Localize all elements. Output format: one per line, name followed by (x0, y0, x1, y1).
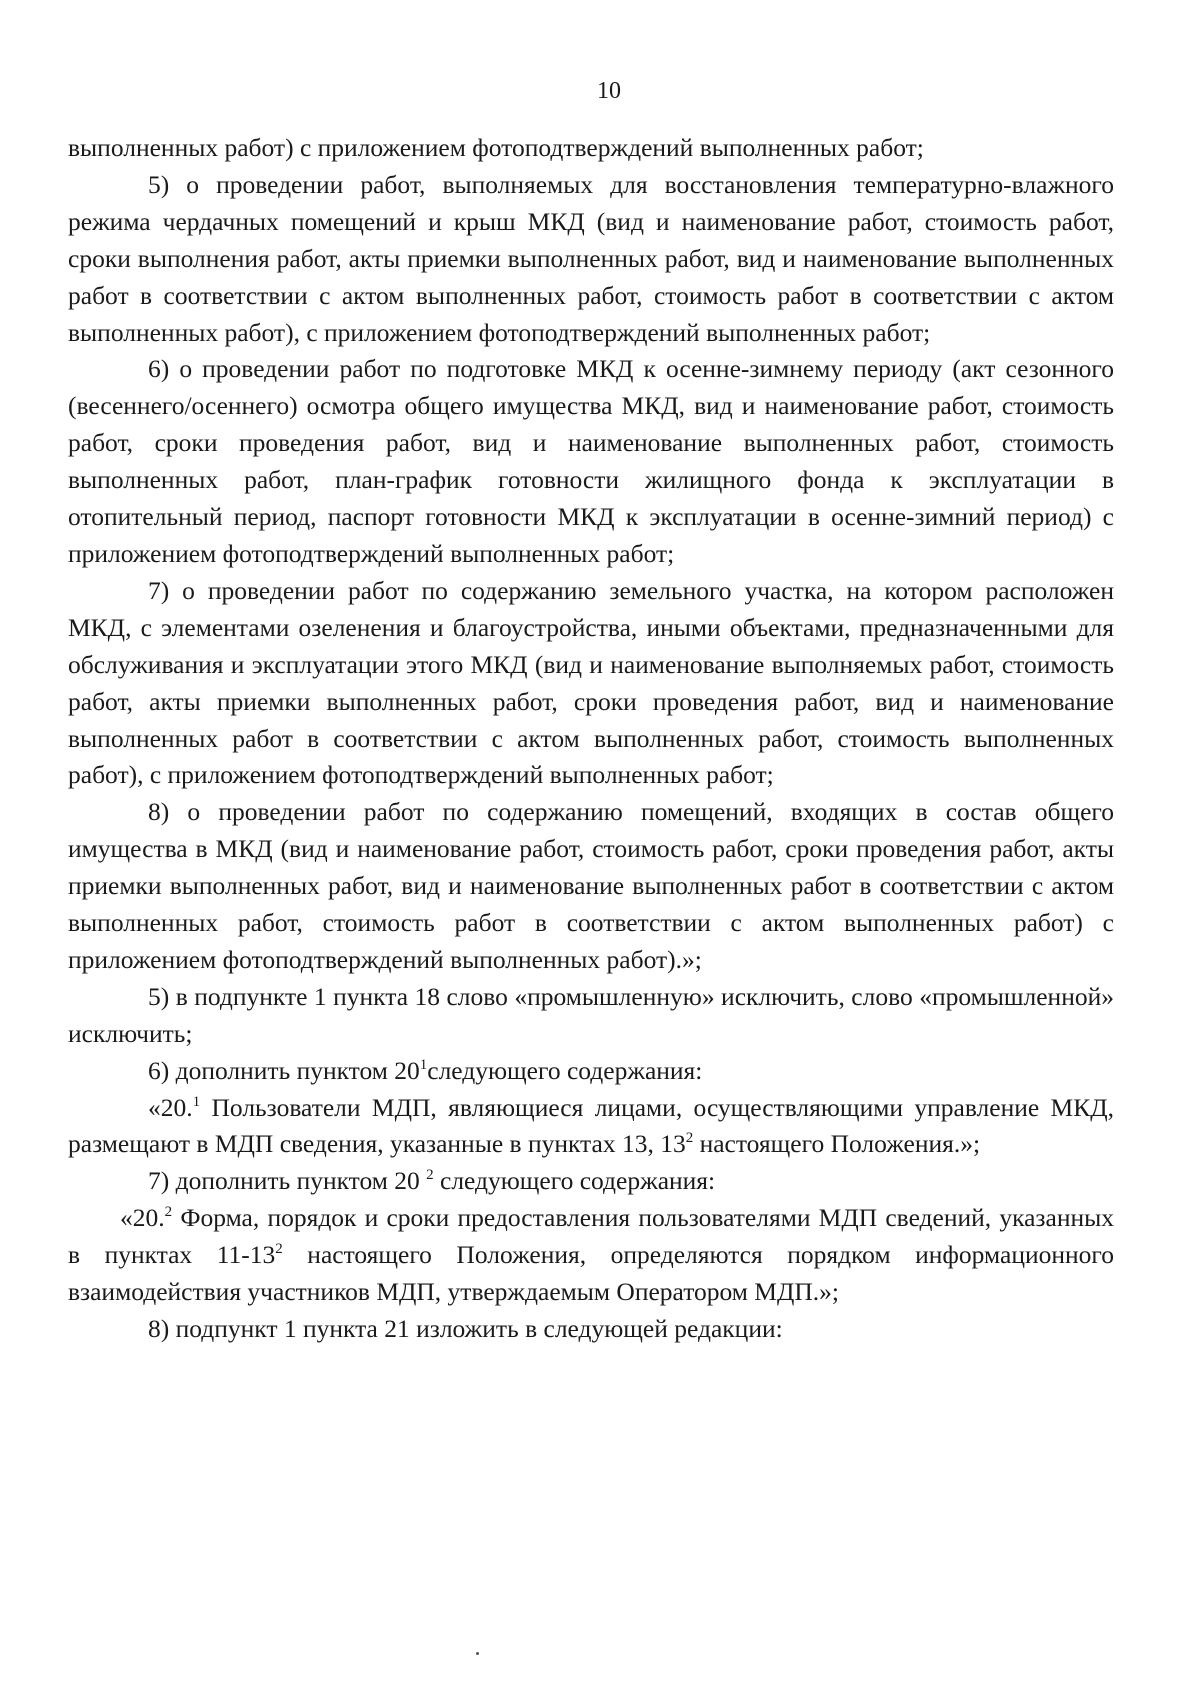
clause-20-2-number: «20. (120, 1203, 165, 1233)
superscript: 2 (685, 1130, 694, 1147)
paragraph-item-5-attic-works: 5) о проведении работ, выполняемых для восстановления температурно-влажного режима чердачных помещений и крыш МКД (вид и наименование работ, стоимость работ, сроки выполнения работ, акты приемки выполненных работ, вид и наименование выполненных работ в соответствии с актом выполненных работ, стоимость работ в соответствии с актом выполненных работ), с приложением фотоподтверждений выполненных работ; (68, 169, 1114, 347)
paragraph-amendment-7 (68, 1163, 1114, 1200)
clause-20-2-text: Форма, порядок и сроки предоставления пользователями МДП сведений, указанных в пунктах 11-13 (68, 1203, 1114, 1270)
paragraph-clause-20-1 (68, 1090, 1114, 1164)
page-number: 10 (597, 78, 621, 104)
paragraph-clause-20-2 (68, 1200, 1114, 1311)
scan-speck (476, 1652, 479, 1655)
amendment-6-tail: следующего содержания: (427, 1055, 703, 1085)
amendment-7-text: 7) дополнить пунктом 20 (148, 1166, 427, 1196)
clause-20-2-tail: настоящего Положения, определяются порядком информационного взаимодействия участников МДП, утверждаемым Оператором МДП.»; (68, 1240, 1114, 1307)
superscript: 1 (192, 1093, 201, 1110)
paragraph-item-8-common-premises: 8) о проведении работ по содержанию помещений, входящих в состав общего имущества в МКД (вид и наименование работ, стоимость работ, сроки проведения работ, акты приемки выполненных работ, вид и наименование выполненных работ в соответствии с актом выполненных работ, стоимость работ в соответствии с актом выполненных работ) с приложением фотоподтверждений выполненных работ).»; (68, 797, 1114, 974)
paragraph-amendment-6 (68, 1053, 1114, 1090)
clause-20-1-tail: настоящего Положения.»; (693, 1129, 981, 1159)
clause-20-1-number: «20. (148, 1092, 193, 1122)
paragraph-item-7-land-plot: 7) о проведении работ по содержанию земельного участка, на котором расположен МКД, с элементами озеленения и благоустройства, иными объектами, предназначенными для обслуживания и эксплуатации этого МКД (вид и наименование выполняемых работ, стоимость работ, акты приемки выполненных работ, сроки проведения работ, вид и наименование выполненных работ в соответствии с актом выполненных работ, стоимость выполненных работ), с приложением фотоподтверждений выполненных работ; (68, 575, 1114, 790)
superscript: 2 (275, 1241, 283, 1258)
paragraph-item-6-winter-preparation: 6) о проведении работ по подготовке МКД к осенне-зимнему периоду (акт сезонного (весеннего/осеннего) осмотра общего имущества МКД, вид и наименование работ, стоимость работ, сроки проведения работ, вид и наименование выполненных работ, стоимость выполненных работ, план-график готовности жилищного фонда к эксплуатации в отопительный период, паспорт готовности МКД к эксплуатации в осенне-зимний период) с приложением фотоподтверждений выполненных работ; (68, 354, 1114, 568)
amendment-7-tail: следующего содержания: (433, 1166, 716, 1196)
clause-20-1-text: Пользователи МДП, являющиеся лицами, осуществляющими управление МКД, размещают в МДП сведения, указанные в пунктах 13, 13 (68, 1092, 1114, 1159)
superscript: 1 (419, 1056, 428, 1073)
document-body (68, 130, 1114, 1348)
superscript: 2 (426, 1167, 434, 1184)
paragraph-amendment-5: 5) в подпункте 1 пункта 18 слово «промышленную» исключить, слово «промышленной» исключить; (68, 981, 1114, 1048)
superscript: 2 (164, 1204, 173, 1221)
paragraph-amendment-8: 8) подпункт 1 пункта 21 изложить в следующей редакции: (148, 1314, 783, 1343)
paragraph-continuation: выполненных работ) с приложением фотоподтверждений выполненных работ; (68, 133, 924, 162)
amendment-6-text: 6) дополнить пунктом 20 (148, 1055, 420, 1085)
